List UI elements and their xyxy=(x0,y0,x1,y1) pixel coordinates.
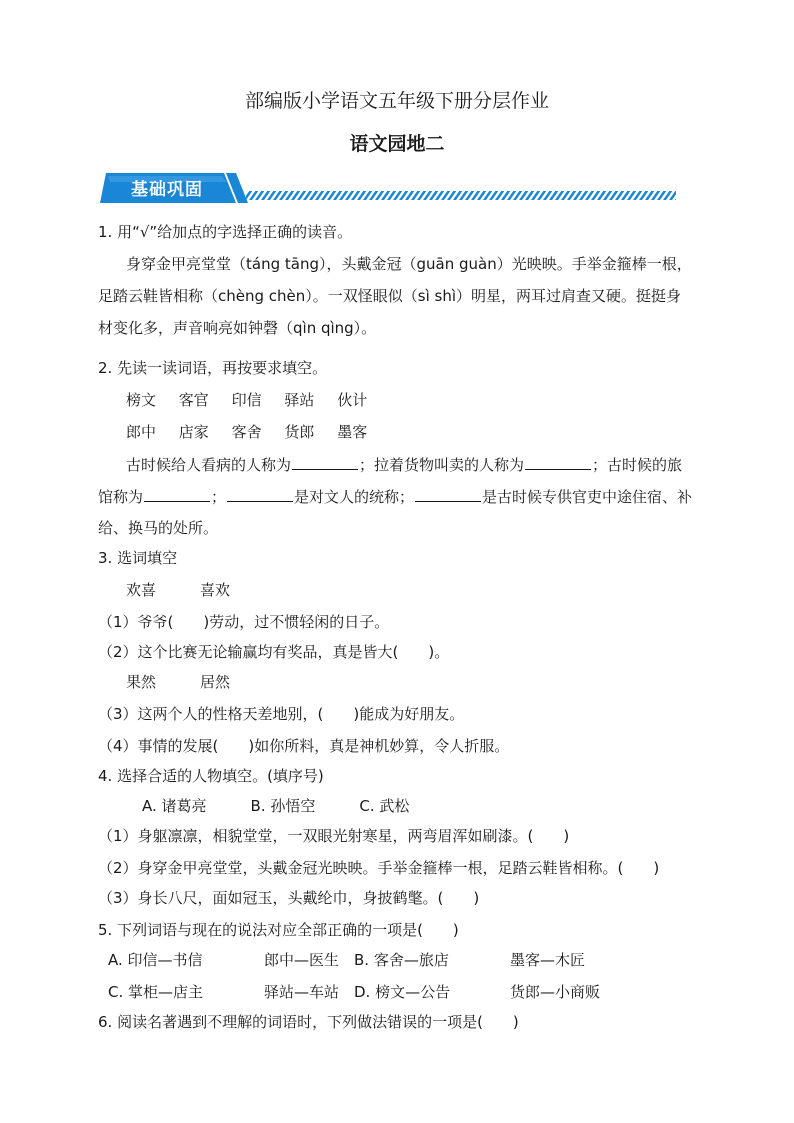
q5-choice: D. 榜文—公告 xyxy=(354,983,451,1001)
q2-word: 榜文 xyxy=(126,391,157,409)
q2-word: 郎中 xyxy=(126,423,157,441)
q2-text: ；拉着货物叫卖的人称为 xyxy=(359,456,525,474)
q2-word: 客舍 xyxy=(231,423,262,441)
q2-word: 墨客 xyxy=(337,423,368,441)
q2-fill-line-3: 给、换马的处所。 xyxy=(98,519,219,537)
q2-word: 印信 xyxy=(231,391,262,409)
q5-choice: B. 客舍—旅店 xyxy=(354,951,449,969)
q5-choice: 货郎—小商贩 xyxy=(510,983,601,1001)
q5-choice: C. 掌柜—店主 xyxy=(108,983,204,1001)
q5-choice: 郎中—医生 xyxy=(264,951,340,969)
q3-sentence-4: （4）事情的发展( )如你所料，真是神机妙算，令人折服。 xyxy=(98,737,510,755)
q4-options xyxy=(142,796,409,816)
q2-word: 驿站 xyxy=(284,391,315,409)
q5-choice: 墨客—木匠 xyxy=(510,951,586,969)
q5-choice: A. 印信—书信 xyxy=(108,951,203,969)
q3-word: 果然 xyxy=(126,673,157,691)
q4-stem: 4. 选择合适的人物填空。(填序号) xyxy=(98,767,324,785)
answer-blank[interactable] xyxy=(525,454,591,470)
q5-choices-row-1 xyxy=(108,950,585,970)
q2-word: 货郎 xyxy=(284,423,315,441)
q2-fill-line-1 xyxy=(126,454,682,475)
q3-word: 欢喜 xyxy=(126,581,157,599)
q2-fill-line-2 xyxy=(98,486,692,507)
q2-word: 客官 xyxy=(178,391,209,409)
document-subtitle: 语文园地二 xyxy=(349,133,445,155)
q1-stem: 1. 用“√”给加点的字选择正确的读音。 xyxy=(98,223,353,241)
q4-option: A. 诸葛亮 xyxy=(142,797,207,815)
q1-passage-line-1: 身穿金甲亮堂堂（táng tāng），头戴金冠（guān guàn）光映映。手举金箍棒一根， xyxy=(126,255,692,273)
answer-blank[interactable] xyxy=(415,486,481,502)
section-label: 基础巩固 xyxy=(131,180,203,200)
q4-item-3: （3）身长八尺，面如冠玉，头戴纶巾，身披鹤氅。( ) xyxy=(98,889,480,907)
q6-stem: 6. 阅读名著遇到不理解的词语时，下列做法错误的一项是( ) xyxy=(98,1013,519,1031)
q2-text: 是古时候专供官吏中途住宿、补 xyxy=(482,488,693,506)
q2-text: ； xyxy=(211,488,227,506)
q4-item-2: （2）身穿金甲亮堂堂，头戴金冠光映映。手举金箍棒一根，足踏云鞋皆相称。( ) xyxy=(98,859,660,877)
q1-passage-line-2: 足踏云鞋皆相称（chèng chèn）。一双怪眼似（sì shì）明星，两耳过肩查又硬。挺挺身 xyxy=(98,287,682,305)
q3-sentence-2: （2）这个比赛无论输赢均有奖品，真是皆大( )。 xyxy=(98,643,450,661)
q3-sentence-1: （1）爷爷( )劳动，过不惯轻闲的日子。 xyxy=(98,613,390,631)
q5-choice: 驿站—车站 xyxy=(264,983,340,1001)
q1-passage-line-3: 材变化多，声音响亮如钟磬（qìn qìng）。 xyxy=(98,319,377,337)
section-banner xyxy=(96,170,680,206)
q3-word-choices-1 xyxy=(126,580,230,600)
answer-blank[interactable] xyxy=(292,454,358,470)
q2-text: 古时候给人看病的人称为 xyxy=(126,456,292,474)
q5-stem: 5. 下列词语与现在的说法对应全部正确的一项是( ) xyxy=(98,921,459,939)
q2-text: 是对文人的统称； xyxy=(294,488,415,506)
q3-word: 喜欢 xyxy=(200,581,231,599)
q2-text: 馆称为 xyxy=(98,488,144,506)
q3-stem: 3. 选词填空 xyxy=(98,549,178,567)
q2-word: 伙计 xyxy=(337,391,368,409)
q5-choices-row-2 xyxy=(108,982,600,1002)
q2-word-row-1 xyxy=(126,390,367,410)
q4-item-1: （1）身躯凛凛，相貌堂堂，一双眼光射寒星，两弯眉浑如刷漆。( ) xyxy=(98,827,570,845)
answer-blank[interactable] xyxy=(144,486,210,502)
q3-word: 居然 xyxy=(200,673,231,691)
q2-text: ；古时候的旅 xyxy=(592,456,683,474)
document-title: 部编版小学语文五年级下册分层作业 xyxy=(244,90,549,112)
q3-word-choices-2 xyxy=(126,672,230,692)
q2-stem: 2. 先读一读词语，再按要求填空。 xyxy=(98,359,328,377)
answer-blank[interactable] xyxy=(227,486,293,502)
q2-word-row-2 xyxy=(126,422,367,442)
q3-sentence-3: （3）这两个人的性格天差地别，( )能成为好朋友。 xyxy=(98,705,465,723)
q4-option: C. 武松 xyxy=(359,797,410,815)
q4-option: B. 孙悟空 xyxy=(250,797,316,815)
q2-word: 店家 xyxy=(178,423,209,441)
